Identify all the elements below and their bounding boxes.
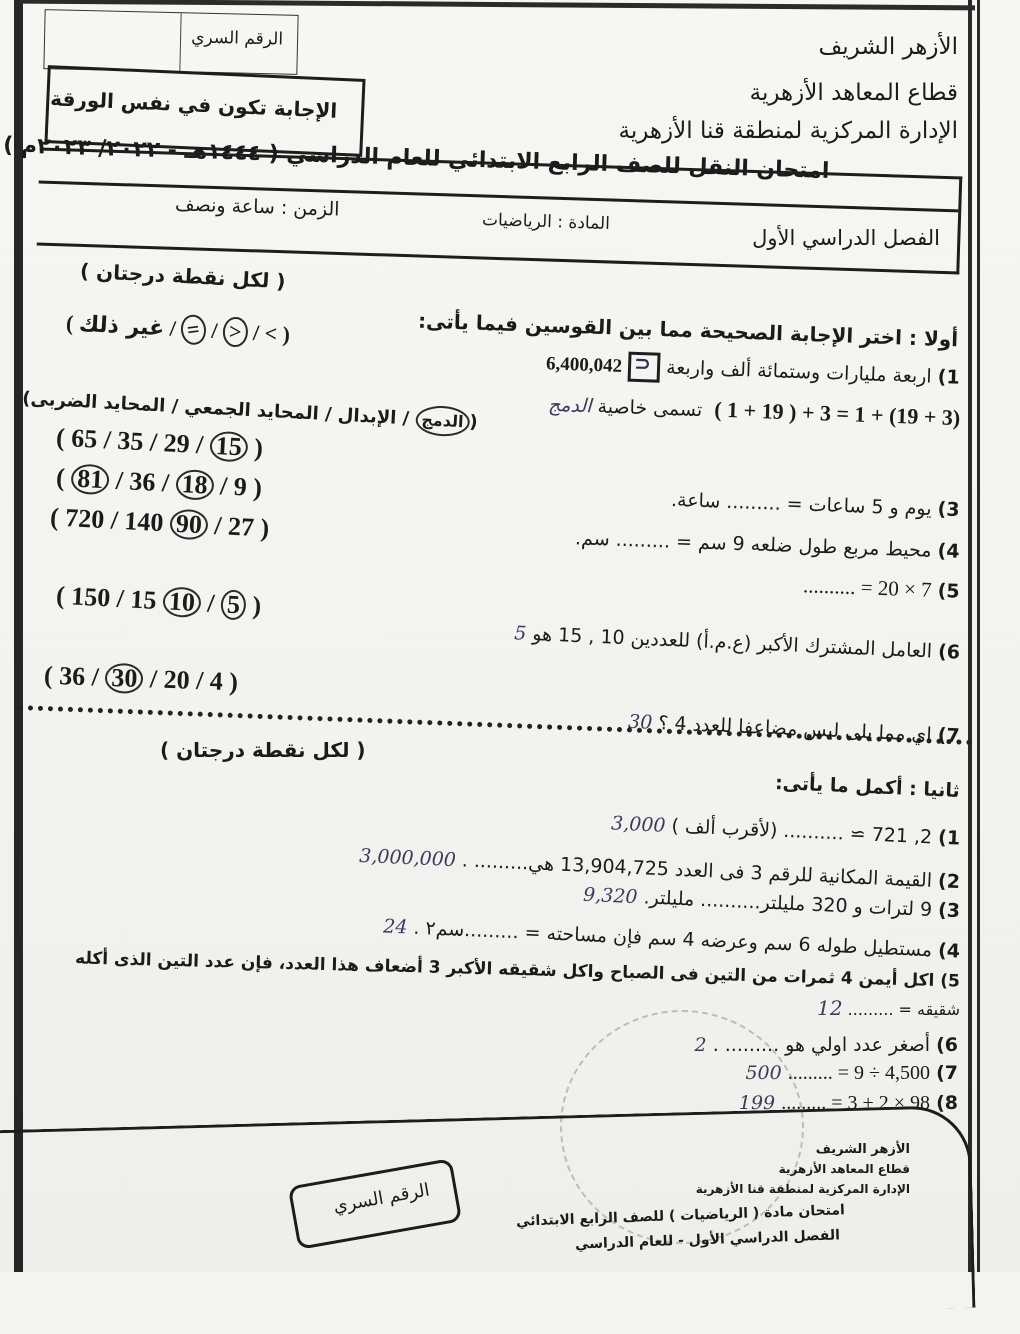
s1-q1-option[interactable]: غير ذلك (78, 311, 165, 342)
s1-q5-option[interactable]: 90 (169, 509, 209, 541)
page-border-right (968, 0, 972, 1272)
s1-q5-options: ( 720 / 140 90 / 27 ) (49, 502, 270, 543)
s1-q1-num: 1) (937, 365, 961, 389)
s2-q8-expr: 98 × 2 + 3 = ......... (781, 1092, 931, 1114)
s1-q7-num: 7) (937, 724, 961, 748)
footer-exam-subject: امتحان مادة ( الرياضيات ) للصف الرابع الابتدائي (515, 1202, 846, 1230)
s2-q5-cont-text: شقيقه = ......... (847, 1000, 960, 1019)
s2-q8-num: 8) (936, 1092, 958, 1114)
s1-q3-option[interactable]: 29 (162, 428, 191, 459)
s1-q2-option-selected[interactable]: الدمج (415, 405, 471, 438)
s1-q4-option[interactable]: 9 (233, 471, 248, 502)
subject-label: المادة : الرياضيات (481, 209, 611, 235)
term-label: الفصل الدراسي الأول (752, 226, 940, 250)
s1-q3-options: ( 65 / 35 / 29 / 15 ) (55, 422, 264, 463)
s1-q6-option[interactable]: 15 (129, 584, 158, 615)
s1-q3-num: 3) (937, 498, 961, 522)
footer-secret-number-label: الرقم السري (331, 1179, 432, 1218)
s1-q3-text: يوم و 5 ساعات = ......... ساعة. (671, 488, 933, 521)
s1-q4-option-selected[interactable]: 81 (71, 463, 111, 495)
s2-q4-text: مستطيل طوله 6 سم وعرضه 4 سم فإن مساحته = .........سم٢ . (412, 916, 933, 962)
s1-q1-option[interactable]: = (180, 313, 208, 346)
s2-q2-num: 2) (937, 870, 961, 894)
s1-q7-handwritten-answer: 30 (627, 710, 654, 734)
s2-q7-num: 7) (936, 1062, 958, 1084)
s2-q2-text: القيمة المكانية للرقم 3 فى العدد 13,904,725 هي......... . (461, 849, 933, 892)
s2-q4-handwritten-answer: 24 (382, 915, 408, 939)
s1-q1-text: اربعة مليارات وستمائة ألف واربعة (666, 356, 933, 388)
s2-q6-handwritten-answer: 2 (694, 1034, 707, 1056)
s2-q8-handwritten-answer: 199 (738, 1092, 776, 1114)
s1-q7-option-selected[interactable]: 30 (105, 663, 144, 694)
s1-q2-options: (الدمج / الإبدال / المحايد الجمعي / المحايد الضربى) (22, 384, 479, 438)
s1-q1-options: ( غير ذلك / = / > / < ) (65, 310, 291, 347)
s2-q2 (359, 845, 961, 893)
s1-q3 (671, 489, 960, 521)
s1-q4-options: ( 81 / 36 / 18 / 9 ) (55, 462, 263, 503)
s2-q5-text: اكل أيمن 4 ثمرات من التين فى الصباح واكل شقيقه الأكبر 3 أضعاف هذا العدد، فإن عدد التين الذى أكله (74, 948, 935, 991)
s2-q5-handwritten-answer: 12 (817, 996, 843, 1020)
s2-q6-num: 6) (936, 1034, 958, 1056)
s1-q2: (3 + 19) + 1 = 3 + ( 19 + 1 ) ‎ تسمى خاصية الدمج (547, 393, 961, 431)
s1-q5-option[interactable]: 140 (123, 506, 165, 538)
s1-q7-text: اي مما يلى ليس مضاعفا للعدد 4 ؟ (658, 712, 933, 747)
s1-q4-text: محيط مربع طول ضلعه 9 سم = ......... سم. (575, 527, 933, 562)
s1-q2-option[interactable]: المحايد الضربى (30, 388, 166, 417)
s1-q7 (628, 711, 960, 747)
s2-q4 (383, 915, 961, 962)
s2-q4-num: 4) (937, 939, 961, 963)
s1-q6-option-selected[interactable]: 5 (220, 589, 247, 620)
s1-q1-option-selected[interactable]: > (222, 316, 248, 347)
s2-q3-num: 3) (937, 899, 961, 923)
s1-q2-expr: (3 + 19) + 1 = 3 + ( 19 + 1 ) (713, 396, 961, 431)
s1-q4-option[interactable]: 18 (175, 469, 215, 501)
section1-title: أولا : اختر الإجابة الصحيحة مما بين القوسين فيما يأتى: (417, 308, 959, 352)
s1-q6-option[interactable]: 150 (70, 581, 112, 613)
s2-q3-handwritten-answer: 9,320 (582, 883, 638, 909)
s1-q1-value: 6,400,042 (546, 353, 623, 377)
s1-q7-option[interactable]: 4 (209, 666, 224, 696)
footer-sector: قطاع المعاهد الأزهرية (778, 1162, 910, 1176)
page-border-right-inner (977, 0, 980, 1272)
s1-q3-option[interactable]: 65 (70, 423, 99, 454)
secret-number-label: الرقم السري (190, 27, 284, 50)
s1-q7-option[interactable]: 20 (163, 664, 191, 695)
detachable-slip-border (0, 1105, 975, 1334)
administration-name: الإدارة المركزية لمنطقة قنا الأزهرية (618, 118, 958, 144)
s1-q4-option[interactable]: 36 (128, 466, 157, 497)
s1-q2-option[interactable]: المحايد الجمعي (183, 396, 320, 425)
page-border-top (20, 0, 975, 10)
s1-q6-option[interactable]: 10 (162, 586, 202, 618)
s1-q5-num: 5) (937, 579, 961, 603)
page-border-left (14, 0, 23, 1272)
s2-q1-handwritten-answer: 3,000 (610, 812, 666, 837)
s2-q5-num: 5) (939, 971, 961, 992)
s1-q1-option[interactable]: < (263, 320, 278, 347)
s1-q7-option[interactable]: 36 (58, 661, 86, 692)
s1-q6-num: 6) (937, 640, 961, 664)
s2-q3-text: 9 لترات و 320 مليلتر.......... مليلتر. (642, 886, 933, 921)
s2-q7 (745, 1062, 958, 1085)
exam-title: امتحان النقل للصف الرابع الابتدائي للعام الدراسي ( ١٤٤٤هـ - ٢٠٢٢/ ٢٠٢٣م ) (3, 133, 831, 184)
s1-q4-num: 4) (937, 539, 961, 563)
s1-q3-option-selected[interactable]: 15 (209, 431, 249, 463)
secret-number-divider (179, 13, 181, 71)
s1-q6-text: العامل المشترك الأكبر (ع.م.أ) للعددين 10 , 15 هو (531, 623, 933, 663)
institution-name: الأزهر الشريف (818, 34, 958, 60)
secret-number-box[interactable] (43, 9, 298, 75)
section2-marks: ( لكل نقطة درجتان ) (160, 738, 366, 762)
s1-q5 (803, 573, 960, 603)
s1-q6-options: ( 150 / 15 10 / 5 ) (55, 580, 262, 621)
s1-q4 (575, 527, 960, 562)
section2-title: ثانيا : أكمل ما يأتى: (774, 771, 961, 803)
footer-institution: الأزهر الشريف (815, 1142, 910, 1157)
s2-q1-num: 1) (937, 826, 961, 850)
sector-name: قطاع المعاهد الأزهرية (749, 80, 958, 106)
s2-q6 (695, 1034, 958, 1056)
s1-q2-option[interactable]: الإبدال (337, 404, 397, 429)
s2-q7-handwritten-answer: 500 (745, 1062, 782, 1084)
s1-q6 (513, 622, 960, 663)
footer-administration: الإدارة المركزية لمنطقة قنا الأزهرية (695, 1182, 910, 1196)
s1-q5-expr: 7 × 20 = .......... (802, 573, 933, 602)
s2-q2-handwritten-answer: 3,000,000 (358, 844, 457, 872)
section1-marks: ( لكل نقطة درجتان ) (79, 258, 287, 294)
answer-checkbox-icon[interactable] (628, 352, 661, 383)
s1-q1 (546, 349, 961, 393)
s1-q7-options: ( 36 / 30 / 20 / 4 ) (43, 660, 239, 697)
s2-q5-cont (817, 996, 960, 1020)
s2-q1 (610, 812, 960, 849)
s1-q2-handwritten-answer: الدمج (547, 393, 592, 418)
s1-q5-option[interactable]: 27 (227, 511, 255, 542)
s2-q1-text: 2, 721 ≃ .......... (لأقرب ألف ) (670, 815, 933, 849)
s2-q6-text: أصغر عدد اولي هو ......... . (712, 1034, 931, 1056)
time-label: الزمن : ساعة ونصف (175, 193, 341, 221)
answer-note: الإجابة تكون في نفس الورقة (49, 86, 338, 123)
footer-term-line: الفصل الدراسي الأول - للعام الدراسي (574, 1227, 841, 1253)
s1-q2-text: تسمى خاصية (596, 395, 703, 422)
s1-q5-option[interactable]: 720 (64, 503, 106, 535)
s1-q3-option[interactable]: 35 (116, 425, 145, 457)
s1-q6-handwritten-answer: 5 (513, 622, 527, 645)
s2-q7-expr: 4,500 ÷ 9 = ......... (787, 1062, 931, 1084)
